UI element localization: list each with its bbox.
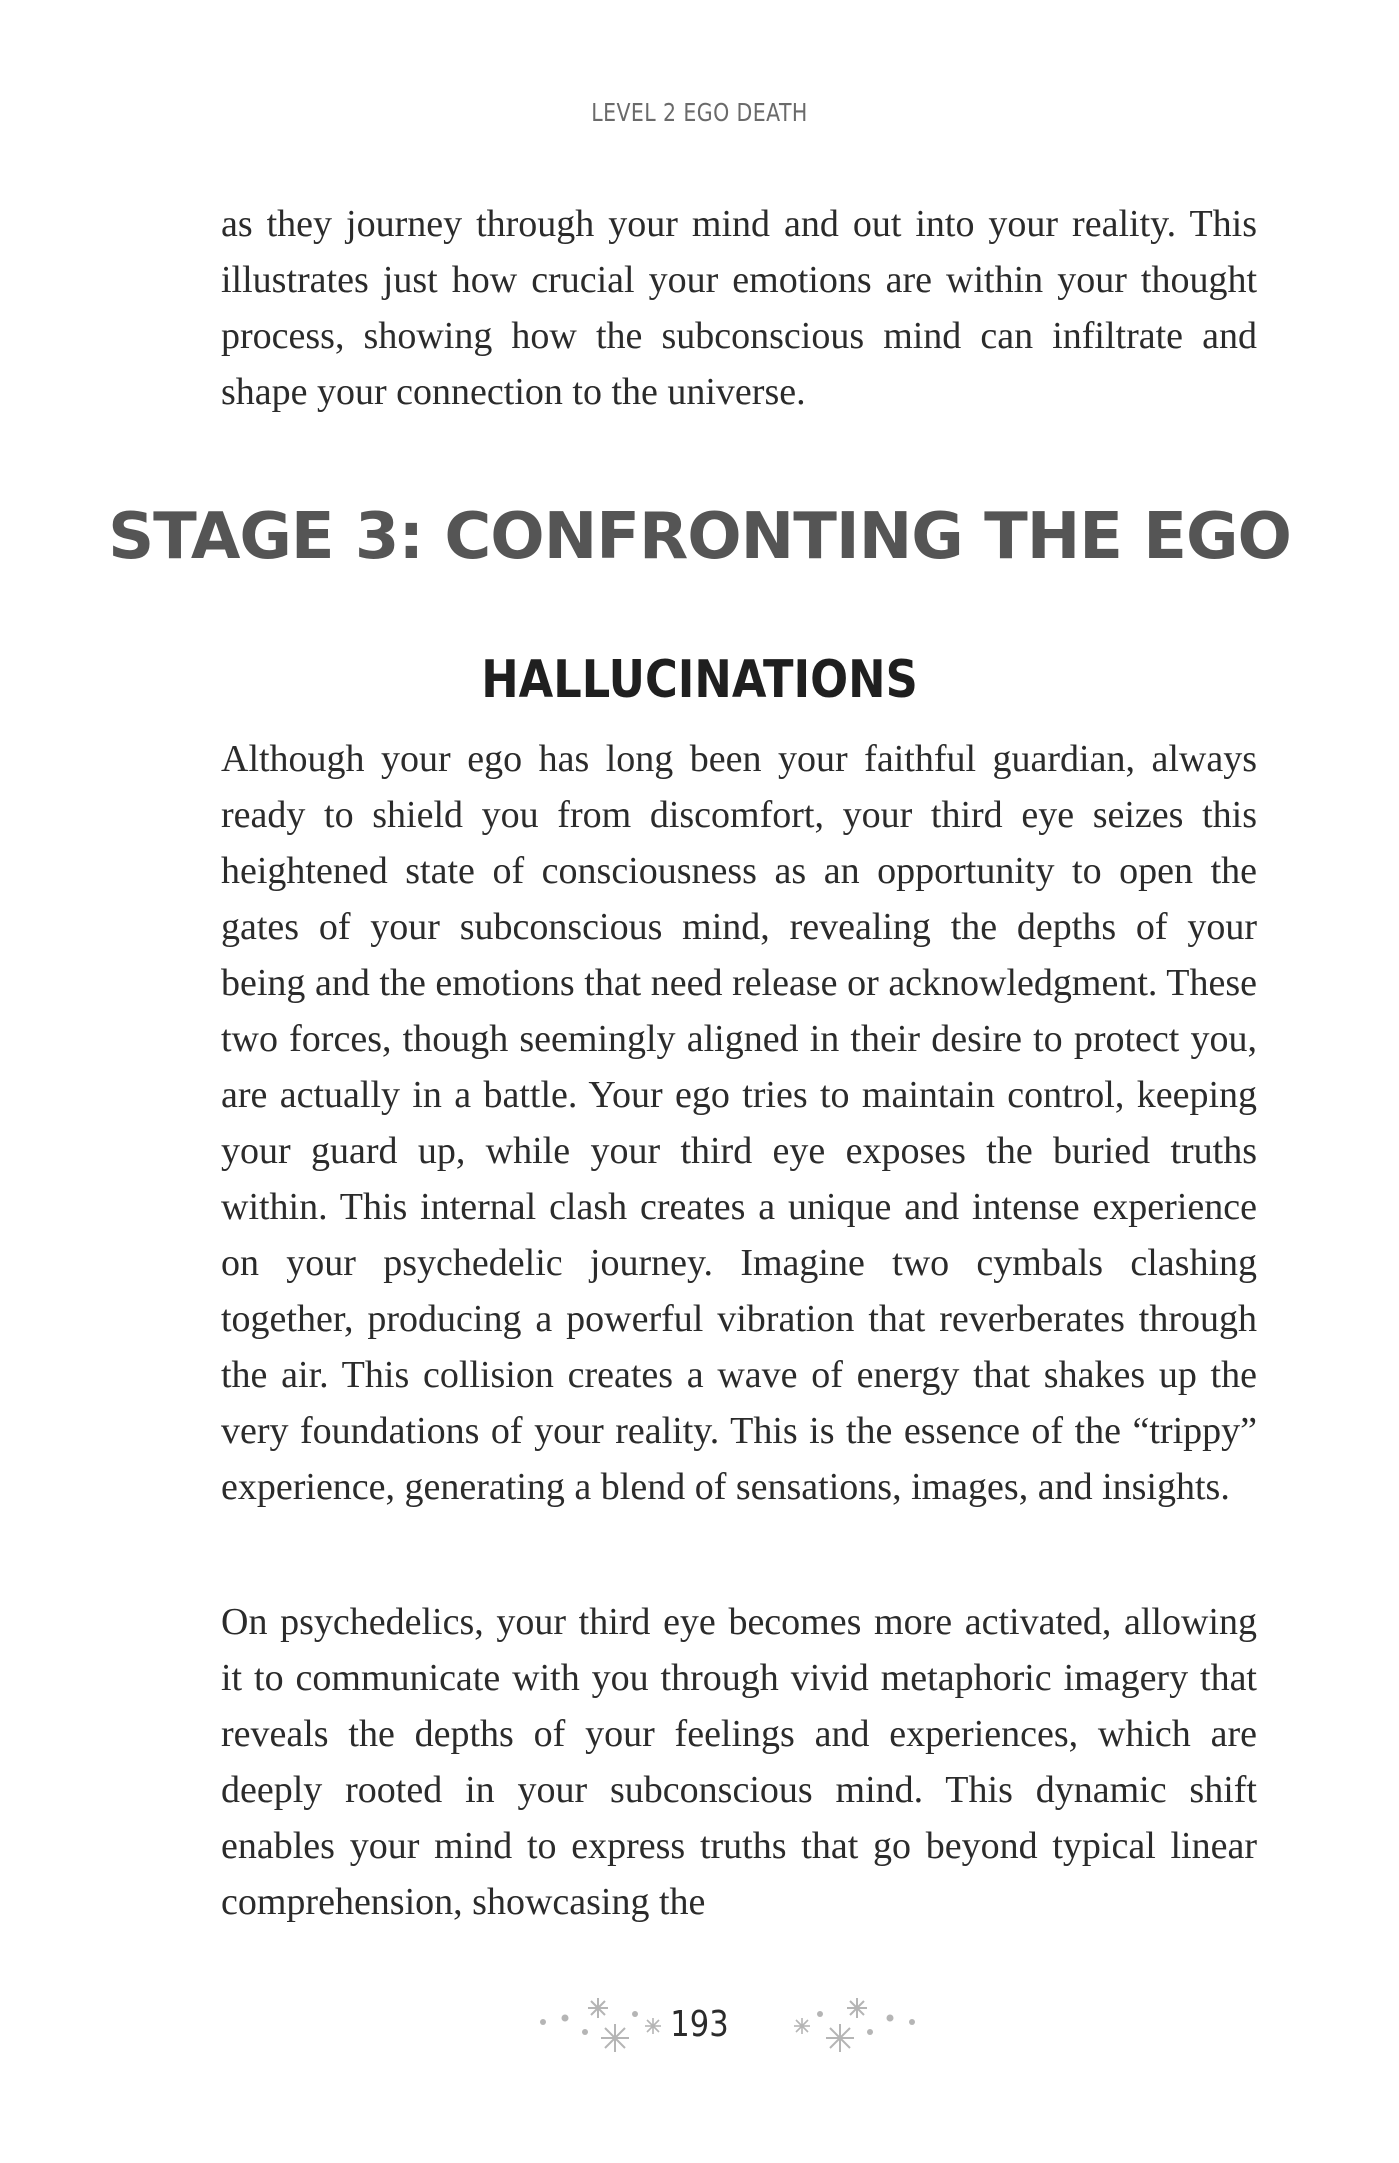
running-head: LEVEL 2 EGO DEATH (591, 98, 808, 127)
intro-paragraph: as they journey through your mind and out into your reality. This illustrates just how crucial your emotions are within your thought process, showing how the subconscious mind can infiltrate and shape your connection to the universe. (221, 203, 1257, 413)
body-paragraph-psychedelics: On psychedelics, your third eye becomes more activated, allowing it to communicate with you through vivid metaphoric imagery that reveals the depths of your feelings and experiences, which are deeply rooted in your subconscious mind. This dynamic shift enables your mind to express truths that go beyond typical linear comprehension, showcasing the (221, 1601, 1257, 1923)
sparkle-ornament-right-icon (780, 1990, 920, 2070)
body-paragraph-hallucinations: Although your ego has long been your faithful guardian, always ready to shield you from discomfort, your third eye seizes this heightened state of consciousness as an opportunity to open the gates of your subconscious mind, revealing the depths of your being and the emotions that need release or acknowledgment. These two forces, though seemingly aligned in their desire to protect you, are actually in a battle. Your ego tries to maintain control, keeping your guard up, while your third eye exposes the buried truths within. This internal clash creates a unique and intense experience on your psychedelic journey. Imagine two cymbals clashing together, producing a powerful vibration that reverberates through the air. This collision creates a wave of energy that shakes up the very foundations of your reality. This is the essence of the “trippy” experience, generating a blend of sensations, images, and insights. (221, 738, 1257, 1508)
page-number: 193 (670, 2004, 729, 2045)
page-footer (0, 1990, 1399, 2070)
section-heading: HALLUCINATIONS (481, 650, 918, 710)
stage-heading: STAGE 3: CONFRONTING THE EGO (108, 500, 1291, 574)
